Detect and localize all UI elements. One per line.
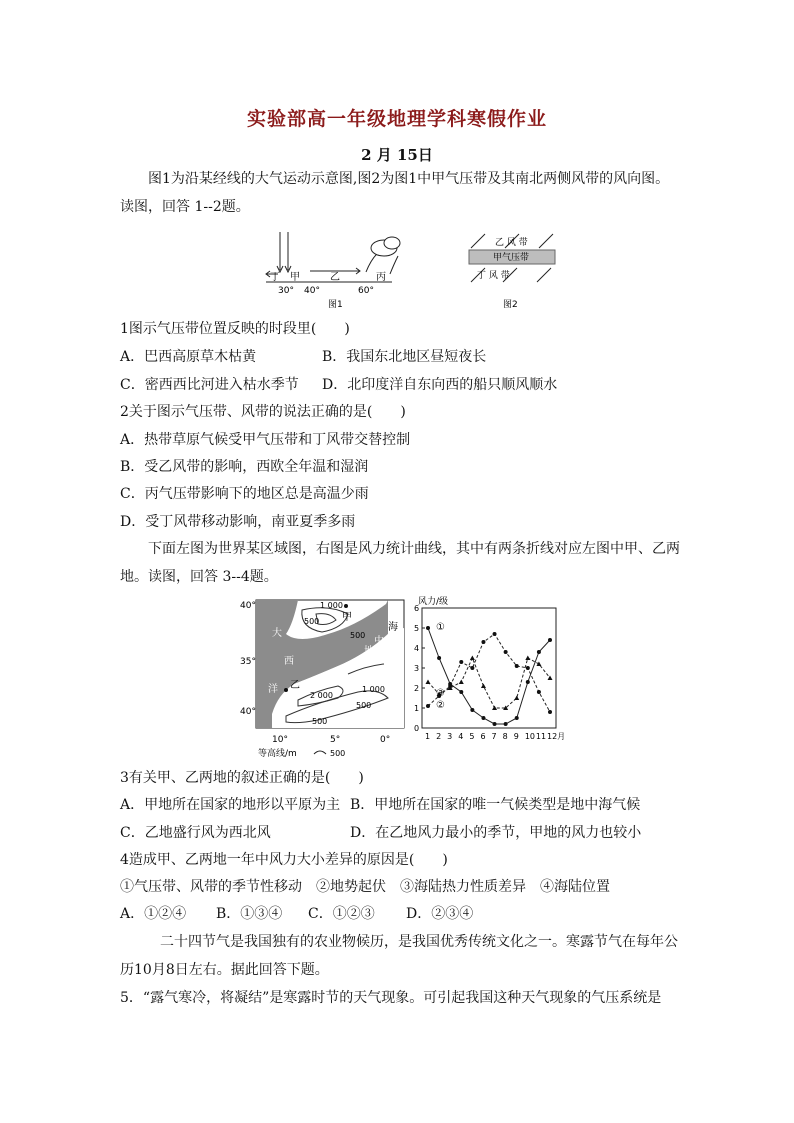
y-tick-label: 6 [414,604,420,613]
q1-option-a: A．巴西高原草木枯黄 [120,349,257,365]
map-contour-500-c: 500 [356,701,372,710]
intro2-line2: 地。读图，回答 3--4题。 [120,569,278,585]
q2-option-b: B．受乙风带的影响，西欧全年温和湿润 [120,459,369,475]
fig2-mid-label: 甲气压带 [493,253,530,263]
series-1-point [526,680,530,684]
map-lat-south: 40° [240,707,256,717]
q3-option-d: D．在乙地风力最小的季节，甲地的风力也较小 [350,825,642,841]
series-3-point [492,706,497,711]
q1-option-b: B．我国东北地区昼短夜长 [322,349,487,365]
fig2-top-label: 乙 风 带 [495,238,528,248]
series-2-point [426,704,430,708]
fig1-label-bing: 丙 [376,272,386,283]
series-2-point [515,664,519,668]
q3-option-a: A．甲地所在国家的地形以平原为主 [120,797,341,813]
y-tick-label: 3 [414,664,420,673]
map-sea-left-3: 洋 [268,684,278,695]
fig1-label-ding: 丁 [270,272,280,283]
x-tick-label: 10 [524,732,536,741]
fig2-bottom-label: 丁 风 带 [477,271,510,281]
series-label-3: ③ [436,688,445,699]
x-tick-label: 9 [513,732,519,741]
series-1-point [548,638,552,642]
intro2-line1: 下面左图为世界某区域图，右图是风力统计曲线，其中有两条折线对应左图中甲、乙两 [148,541,680,557]
map-legend-label: 等高线/m [258,749,297,759]
series-1-point [426,626,430,630]
q3-option-b: B．甲地所在国家的唯一气候类型是地中海气候 [350,797,641,813]
series-3-point [470,656,475,661]
series-1-point [459,690,463,694]
map-lon-10: 10° [272,735,288,745]
map-lon-0: 0° [380,735,391,745]
series-1-point [504,722,508,726]
fig1-label-yi: 乙 [330,272,340,283]
q1-option-d: D．北印度洋自东向西的船只顺风顺水 [322,377,558,393]
q4-stem: 4造成甲、乙两地一年中风力大小差异的原因是( ) [120,852,448,868]
series-3-point [459,680,464,685]
intro3-line2: 历10月8日左右。据此回答下题。 [120,962,329,978]
q4-reasons: ①气压带、风带的季节性移动 ②地势起伏 ③海陆热力性质差异 ④海陆位置 [120,879,610,895]
fig1-lat-40: 40° [304,286,320,296]
q2-option-d: D．受丁风带移动影响，南亚夏季多雨 [120,514,356,530]
map-sea-left-2: 西 [284,656,294,667]
x-tick-label: 2 [436,732,442,741]
x-tick-label: 3 [447,732,453,741]
x-tick-label: 11 [535,732,547,741]
series-2-point [548,710,552,714]
x-tick-label: 8 [502,732,508,741]
q3-option-c: C．乙地盛行风为西北风 [120,825,271,841]
y-tick-label: 0 [414,724,420,733]
y-tick-label: 1 [414,704,420,713]
q1-stem: 1图示气压带位置反映的时段里( ) [120,321,350,337]
series-3-point [548,676,553,681]
map-sea-right-1: 海 [388,622,398,633]
q2-stem: 2关于图示气压带、风带的说法正确的是( ) [120,404,406,420]
q2-option-a: A．热带草原气候受甲气压带和丁风带交替控制 [120,432,411,448]
figure-2 [465,228,565,314]
q5-stem: 5．“露气寒冷，将凝结”是寒露时节的天气现象。可引起我国这种天气现象的气压系统是 [120,990,662,1006]
y-tick-label: 2 [414,684,420,693]
map-lat-mid: 35° [240,657,256,667]
y-tick-label: 4 [414,644,420,653]
q4-option-d: D．②③④ [406,906,474,922]
map-contour-500-d: 500 [312,717,328,726]
wind-chart [402,594,574,746]
map-contour-2000: 2 000 [310,691,333,700]
map-sea-right-2: 中 [374,636,384,647]
series-1-point [515,716,519,720]
series-line-3 [428,658,550,708]
series-2-point [481,640,485,644]
series-label-1: ① [436,622,445,633]
series-2-point [470,666,474,670]
series-1-point [481,716,485,720]
q1-option-c: C．密西西比河进入枯水季节 [120,377,299,393]
date-line: 2 月 15日 [361,146,433,164]
intro3-line1: 二十四节气是我国独有的农业物候历，是我国优秀传统文化之一。寒露节气在每年公 [160,934,678,950]
x-tick-label: 5 [469,732,475,741]
fig2-caption: 图2 [503,300,518,310]
q4-option-a: A．①②④ [120,906,187,922]
map-contour-500-a: 500 [304,617,320,626]
series-3-point [514,696,519,701]
x-tick-label: 1 [425,732,431,741]
q2-option-c: C．丙气压带影响下的地区总是高温少雨 [120,486,369,502]
series-2-point [526,666,530,670]
fig1-caption: 图1 [328,300,343,310]
series-label-2: ② [436,700,445,711]
x-tick-label: 6 [480,732,486,741]
map-place-jia: 甲 [342,612,352,623]
series-1-point [493,722,497,726]
x-tick-label: 4 [458,732,464,741]
map-contour-1000-b: 1 000 [362,685,385,694]
q4-option-c: C．①②③ [308,906,375,922]
series-2-point [537,690,541,694]
series-1-point [537,650,541,654]
map-place-yi: 乙 [290,680,300,691]
map-lon-5: 5° [330,735,341,745]
fig1-lat-30: 30° [278,286,294,296]
map-contour-500-b: 500 [350,631,366,640]
fig1-lat-60: 60° [358,286,374,296]
map-contour-1000-a: 1 000 [320,601,343,610]
map-lat-north: 40° [240,601,256,611]
x-tick-label: 12月 [547,732,566,741]
y-tick-label: 5 [414,624,420,633]
series-2-point [504,650,508,654]
map-sea-right-3: 地 [364,646,374,657]
series-line-2 [428,634,550,712]
q3-stem: 3有关甲、乙两地的叙述正确的是( ) [120,770,364,786]
chart-y-axis-title: 风力/级 [418,597,449,607]
series-3-point [481,684,486,689]
series-3-point [536,662,541,667]
fig1-label-jia: 甲 [290,272,300,283]
map-legend-value: 500 [330,749,346,758]
series-2-point [493,632,497,636]
series-1-point [437,656,441,660]
q4-option-b: B．①③④ [216,906,283,922]
intro1-line2: 读图，回答 1--2题。 [120,199,250,215]
intro1-line1: 图1为沿某经线的大气运动示意图,图2为图1中甲气压带及其南北两侧风带的风向图。 [148,171,670,187]
series-2-point [459,660,463,664]
page-title: 实验部高一年级地理学科寒假作业 [246,108,547,130]
series-3-point [426,680,431,685]
regional-map [238,594,410,764]
map-sea-left-1: 大 [272,628,282,639]
series-3-point [525,656,530,661]
figure-1 [262,226,412,314]
x-tick-label: 7 [491,732,497,741]
series-1-point [470,708,474,712]
